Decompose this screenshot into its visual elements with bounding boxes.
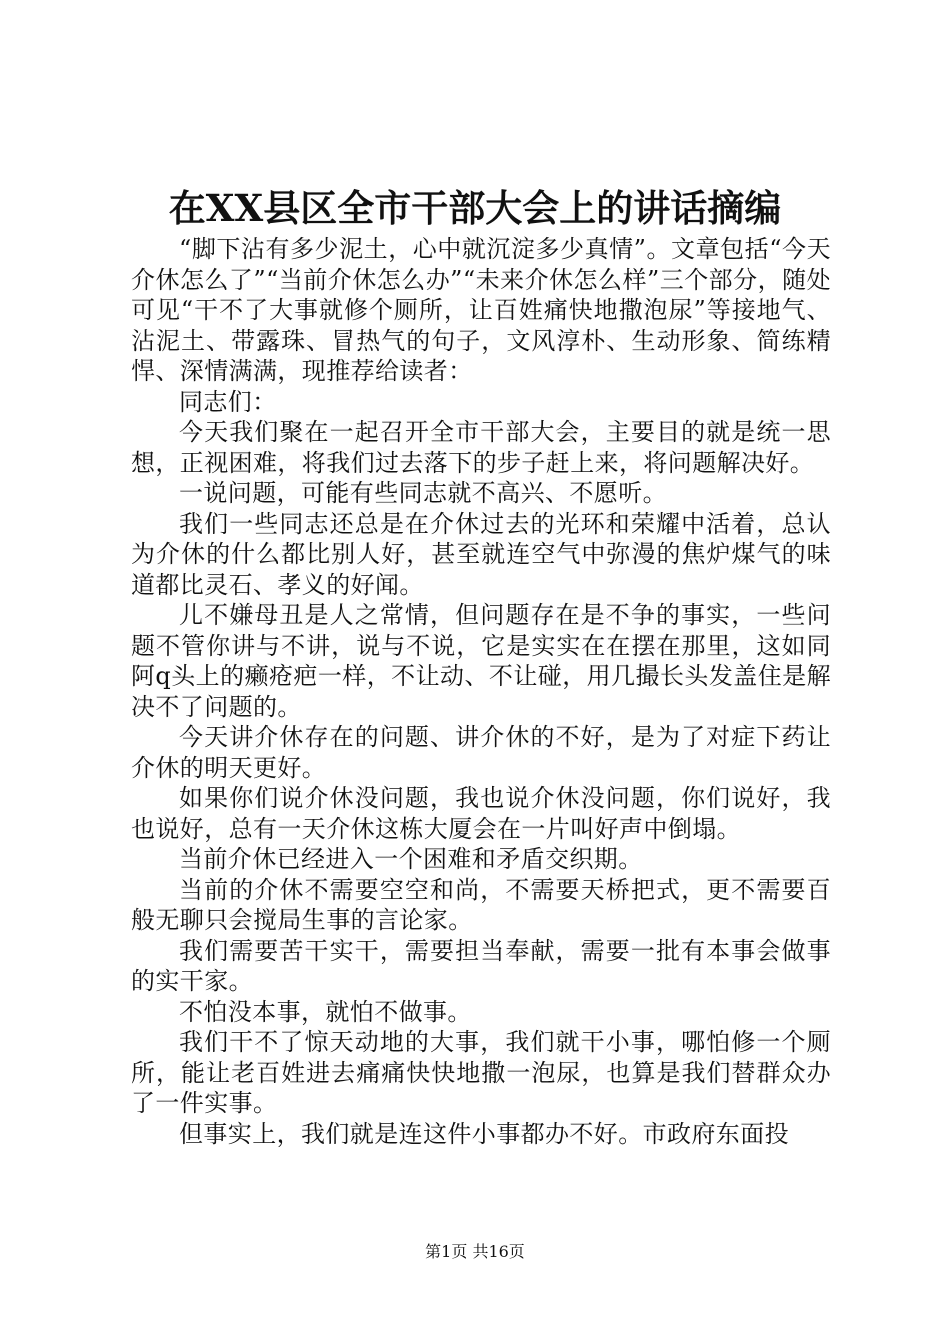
paragraph: 我们干不了惊天动地的大事，我们就干小事，哪怕修一个厕所，能让老百姓进去痛痛快快地撒一泡尿，也算是我们替群众办了一件实事。 — [131, 1028, 831, 1117]
document-title: 在XX县区全市干部大会上的讲话摘编 — [168, 186, 782, 230]
paragraph: 我们需要苦干实干，需要担当奉献，需要一批有本事会做事的实干家。 — [131, 936, 831, 995]
paragraph: 我们一些同志还总是在介休过去的光环和荣耀中活着，总认为介休的什么都比别人好，甚至就连空气中弥漫的焦炉煤气的味道都比灵石、孝义的好闻。 — [131, 509, 831, 599]
page-number-footer: 第1页 共16页 — [425, 1242, 525, 1261]
paragraph-salutation: 同志们： — [179, 387, 277, 416]
paragraph: 当前的介休不需要空空和尚，不需要天桥把式，更不需要百般无聊只会搅局生事的言论家。 — [131, 875, 831, 934]
paragraph: 如果你们说介休没问题，我也说介休没问题，你们说好，我也说好，总有一天介休这栋大厦会在一片叫好声中倒塌。 — [131, 784, 831, 843]
paragraph: 不怕没本事，就怕不做事。 — [179, 997, 472, 1026]
paragraph: 儿不嫌母丑是人之常情，但问题存在是不争的事实，一些问题不管你讲与不讲，说与不说，它是实实在在摆在那里，这如同阿q头上的癞疮疤一样，不让动、不让碰，用几撮长头发盖住是解决不了问题的。 — [131, 601, 831, 721]
paragraph: 但事实上，我们就是连这件小事都办不好。市政府东面投 — [179, 1119, 789, 1148]
paragraph: 今天我们聚在一起召开全市干部大会，主要目的就是统一思想，正视困难，将我们过去落下的步子赶上来，将问题解决好。 — [131, 418, 831, 477]
paragraph: 一说问题，可能有些同志就不高兴、不愿听。 — [179, 479, 667, 507]
document-body — [131, 234, 831, 1149]
paragraph: 今天讲介休存在的问题、讲介休的不好，是为了对症下药让介休的明天更好。 — [131, 723, 831, 782]
paragraph-intro: “脚下沾有多少泥土，心中就沉淀多少真情”。文章包括“今天介休怎么了”“当前介休怎么办”“未来介休怎么样”三个部分，随处可见“干不了大事就修个厕所，让百姓痛快地撒泡尿”等接地气、沾泥土、带露珠、冒热气的句子，文风淳朴、生动形象、简练精悍、深情满满，现推荐给读者： — [131, 235, 831, 385]
paragraph: 当前介休已经进入一个困难和矛盾交织期。 — [179, 845, 643, 873]
